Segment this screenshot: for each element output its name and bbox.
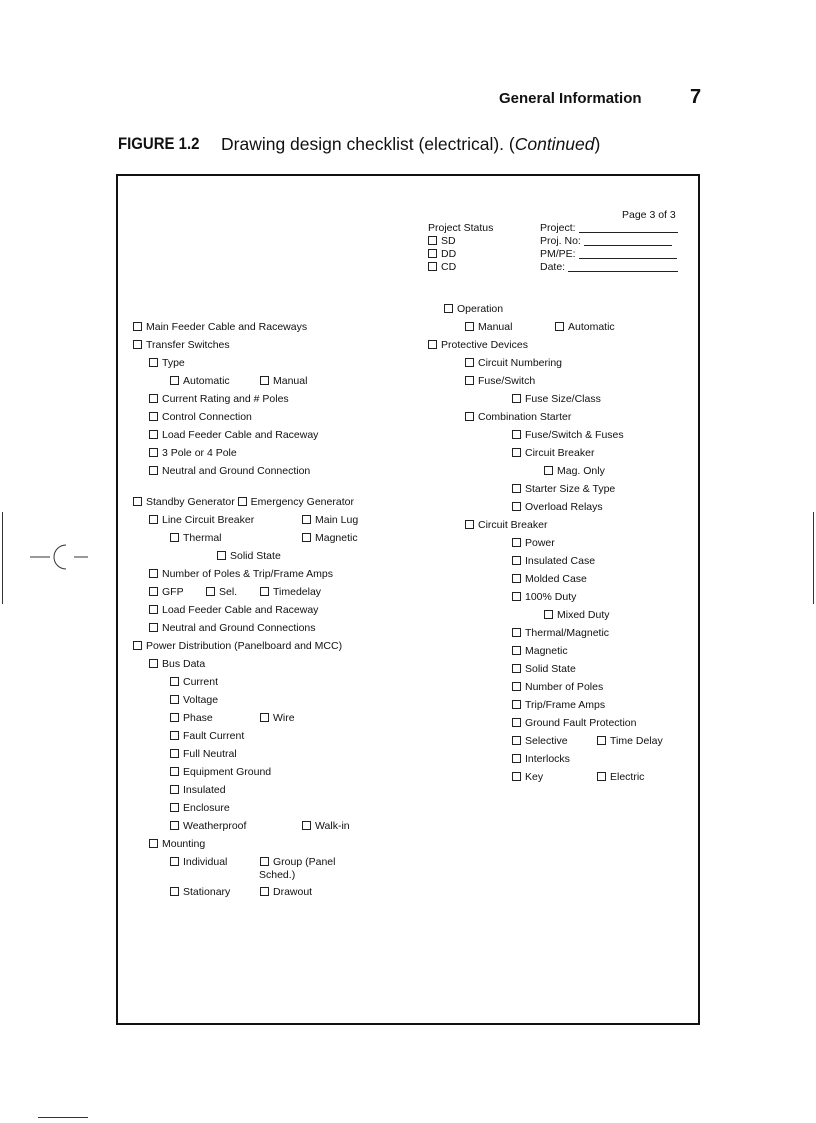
project-field-line xyxy=(579,223,678,233)
checkbox-icon xyxy=(149,839,158,848)
item-label: Fuse/Switch & Fuses xyxy=(525,429,624,441)
checkbox-icon xyxy=(260,713,269,722)
checkbox-icon xyxy=(260,857,269,866)
checkbox-icon xyxy=(512,628,521,637)
item-label: Combination Starter xyxy=(478,411,572,423)
status-sd-label: SD xyxy=(441,235,456,247)
checklist-item[interactable] xyxy=(149,658,205,671)
checkbox-icon xyxy=(170,695,179,704)
checklist-item[interactable] xyxy=(149,357,185,370)
checkbox-icon xyxy=(512,430,521,439)
date-field[interactable] xyxy=(540,261,678,274)
checkbox-icon xyxy=(149,623,158,632)
checkbox-icon xyxy=(149,430,158,439)
checklist-item[interactable] xyxy=(512,627,609,640)
item-label: Time Delay xyxy=(610,735,663,747)
checkbox-icon xyxy=(555,322,564,331)
checkbox-icon xyxy=(170,803,179,812)
checklist-item[interactable] xyxy=(512,735,568,748)
checkbox-icon xyxy=(149,394,158,403)
checkbox-icon xyxy=(465,322,474,331)
item-label: Drawout xyxy=(273,886,313,898)
item-label: Transfer Switches xyxy=(146,339,230,351)
checklist-item[interactable] xyxy=(512,573,587,586)
checklist-item[interactable] xyxy=(260,886,312,899)
checklist-item[interactable] xyxy=(465,411,571,424)
checklist-item[interactable] xyxy=(512,537,555,550)
item-label: Group (Panel xyxy=(273,856,336,868)
item-label: Automatic xyxy=(568,321,615,333)
checklist-item[interactable] xyxy=(302,820,350,833)
item-label: Starter Size & Type xyxy=(525,483,616,495)
checklist-item[interactable] xyxy=(555,321,615,334)
item-label: Mounting xyxy=(162,838,206,850)
item-label: Mag. Only xyxy=(557,465,605,477)
checkbox-icon xyxy=(512,574,521,583)
item-label: Electric xyxy=(610,771,645,783)
checkbox-icon xyxy=(170,731,179,740)
checklist-item[interactable] xyxy=(133,496,354,509)
checklist-item[interactable] xyxy=(512,753,570,766)
checkbox-icon xyxy=(597,736,606,745)
item-label: Manual xyxy=(273,375,308,387)
checkbox-icon xyxy=(512,394,521,403)
checklist-item[interactable] xyxy=(149,622,316,635)
item-label: Phase xyxy=(183,712,213,724)
checkbox-icon xyxy=(512,556,521,565)
checkbox-icon xyxy=(170,887,179,896)
checkbox-icon xyxy=(512,646,521,655)
proj-no-field-line xyxy=(584,236,672,246)
checkbox-icon xyxy=(149,605,158,614)
checklist-item[interactable] xyxy=(149,568,333,581)
checklist-item[interactable] xyxy=(133,321,307,334)
checkbox-icon xyxy=(170,785,179,794)
checkbox-icon xyxy=(444,304,453,313)
item-label: Manual xyxy=(478,321,513,333)
checkbox-icon xyxy=(465,412,474,421)
checkbox-icon xyxy=(149,515,158,524)
checkbox-icon xyxy=(597,772,606,781)
checklist-item[interactable] xyxy=(206,586,237,599)
item-label: Solid State xyxy=(525,663,576,675)
item-label: Wire xyxy=(273,712,295,724)
checklist-item[interactable] xyxy=(170,375,230,388)
checklist-item[interactable] xyxy=(512,483,615,496)
item-label: Full Neutral xyxy=(183,748,237,760)
checklist-item[interactable] xyxy=(512,663,576,676)
checkbox-icon xyxy=(544,466,553,475)
checklist-item[interactable] xyxy=(170,712,213,725)
checklist-item[interactable] xyxy=(512,645,568,658)
checkbox-icon xyxy=(260,887,269,896)
item-label: Circuit Breaker xyxy=(478,519,548,531)
date-field-label: Date: xyxy=(540,261,566,273)
checklist-item[interactable] xyxy=(170,694,218,707)
item-label: Overload Relays xyxy=(525,501,603,513)
status-dd-label: DD xyxy=(441,248,457,260)
checklist-item[interactable] xyxy=(512,771,543,784)
checkbox-icon xyxy=(260,376,269,385)
item-label: Magnetic xyxy=(525,645,568,657)
checklist-item[interactable] xyxy=(170,886,230,899)
checkbox-icon xyxy=(428,262,437,271)
checklist-item[interactable] xyxy=(512,717,636,730)
item-label-continuation: Sched.) xyxy=(259,869,296,881)
checklist-item[interactable] xyxy=(170,676,218,689)
checkbox-icon xyxy=(512,592,521,601)
item-label: Enclosure xyxy=(183,802,230,814)
project-status-label: Project Status xyxy=(428,222,494,234)
right-margin-rule xyxy=(813,512,814,604)
checkbox-icon xyxy=(149,587,158,596)
checklist-item[interactable] xyxy=(170,532,222,545)
checkbox-icon xyxy=(428,249,437,258)
pm-pe-field-label: PM/PE: xyxy=(540,248,576,260)
item-label: Main Feeder Cable and Raceways xyxy=(146,321,308,333)
checklist-item[interactable] xyxy=(170,730,244,743)
checkbox-icon xyxy=(149,659,158,668)
item-label: Trip/Frame Amps xyxy=(525,699,606,711)
checkbox-icon xyxy=(260,587,269,596)
checklist-item[interactable] xyxy=(444,303,503,316)
item-label: Individual xyxy=(183,856,228,868)
item-label: Selective xyxy=(525,735,568,747)
project-field[interactable] xyxy=(540,222,678,235)
checklist-item[interactable] xyxy=(149,604,318,617)
checkbox-icon xyxy=(170,376,179,385)
checkbox-icon xyxy=(170,857,179,866)
checkbox-icon xyxy=(170,821,179,830)
checklist-item[interactable] xyxy=(512,681,603,694)
figure-caption-main: Drawing design checklist (electrical). ( xyxy=(221,134,515,154)
item-label: Thermal xyxy=(183,532,222,544)
checkbox-icon xyxy=(465,358,474,367)
checkbox-icon xyxy=(512,484,521,493)
item-label: Fuse Size/Class xyxy=(525,393,601,405)
item-label: Solid State xyxy=(230,550,281,562)
checklist-item[interactable] xyxy=(597,771,644,784)
item-label: GFP xyxy=(162,586,184,598)
checkbox-icon xyxy=(512,664,521,673)
checkbox-icon xyxy=(512,448,521,457)
checkbox-icon xyxy=(149,569,158,578)
checkbox-icon xyxy=(133,497,142,506)
date-field-line xyxy=(568,262,678,272)
checkbox-icon xyxy=(149,412,158,421)
checklist-item[interactable] xyxy=(512,393,601,406)
checklist-item[interactable] xyxy=(465,321,512,334)
checklist-item[interactable] xyxy=(149,465,310,478)
checkbox-icon xyxy=(170,749,179,758)
checkbox-icon xyxy=(149,448,158,457)
bottom-crop-rule xyxy=(38,1117,88,1118)
checklist-item[interactable] xyxy=(428,339,528,352)
checkbox-icon xyxy=(512,736,521,745)
status-dd-checkbox[interactable] xyxy=(428,248,456,261)
item-label: Emergency Generator xyxy=(250,496,354,508)
checklist-item[interactable] xyxy=(170,856,227,869)
item-label: Fuse/Switch xyxy=(478,375,536,387)
checklist-item[interactable] xyxy=(512,429,624,442)
page-number: 7 xyxy=(690,86,702,108)
checklist-item[interactable] xyxy=(149,393,289,406)
item-label: 3 Pole or 4 Pole xyxy=(162,447,237,459)
checklist-item[interactable] xyxy=(260,712,295,725)
pm-pe-field[interactable] xyxy=(540,248,677,261)
checkbox-icon xyxy=(217,551,226,560)
checkbox-icon xyxy=(170,533,179,542)
figure-caption-italic: Continued xyxy=(514,134,595,154)
item-label: Interlocks xyxy=(525,753,570,765)
checklist-item[interactable] xyxy=(133,640,342,653)
item-label: Timedelay xyxy=(273,586,322,598)
item-label: Automatic xyxy=(183,375,230,387)
item-label: Fault Current xyxy=(183,730,245,742)
item-label: Molded Case xyxy=(525,573,587,585)
item-label: Load Feeder Cable and Raceway xyxy=(162,604,319,616)
checklist-item[interactable] xyxy=(170,766,271,779)
checklist-item[interactable] xyxy=(512,447,594,460)
item-label: Voltage xyxy=(183,694,219,706)
checklist-item[interactable] xyxy=(149,447,237,460)
checklist-item[interactable] xyxy=(260,856,335,869)
figure-label: FIGURE 1.2 xyxy=(118,134,200,153)
checklist-item[interactable] xyxy=(512,591,576,604)
item-label: Main Lug xyxy=(315,514,359,526)
checkbox-icon xyxy=(133,641,142,650)
item-label: Current Rating and # Poles xyxy=(162,393,289,405)
checkbox-icon xyxy=(302,533,311,542)
checkbox-icon xyxy=(149,358,158,367)
checklist-item[interactable] xyxy=(170,820,246,833)
checklist-item[interactable] xyxy=(465,375,535,388)
checkbox-icon xyxy=(170,677,179,686)
item-label: Load Feeder Cable and Raceway xyxy=(162,429,319,441)
item-label: 100% Duty xyxy=(525,591,577,603)
checklist-item[interactable] xyxy=(512,699,605,712)
proj-no-field[interactable] xyxy=(540,235,672,248)
checklist-item[interactable] xyxy=(260,375,307,388)
checklist-item[interactable] xyxy=(149,411,252,424)
project-field-label: Project: xyxy=(540,222,576,234)
checklist-item[interactable] xyxy=(302,532,358,545)
item-label: Circuit Numbering xyxy=(478,357,563,369)
checkbox-icon xyxy=(512,682,521,691)
checklist-item[interactable] xyxy=(544,609,610,622)
item-label: Mixed Duty xyxy=(557,609,610,621)
checklist-item[interactable] xyxy=(465,519,547,532)
figure-caption-end: ) xyxy=(594,134,601,154)
running-header-title: General Information xyxy=(499,90,642,107)
figure-caption xyxy=(221,134,600,155)
checklist-item[interactable] xyxy=(149,838,205,851)
item-label: Equipment Ground xyxy=(183,766,272,778)
checkbox-icon xyxy=(133,340,142,349)
checklist-item[interactable] xyxy=(260,586,321,599)
status-cd-label: CD xyxy=(441,261,457,273)
item-label: Key xyxy=(525,771,544,783)
pm-pe-field-line xyxy=(579,249,677,259)
checklist-item[interactable] xyxy=(133,339,230,352)
item-label: Protective Devices xyxy=(441,339,528,351)
item-label: Type xyxy=(162,357,185,369)
checklist-item[interactable] xyxy=(302,514,358,527)
page-indicator: Page 3 of 3 xyxy=(622,209,676,221)
checklist-item[interactable] xyxy=(149,429,318,442)
checkbox-icon xyxy=(206,587,215,596)
item-label: Stationary xyxy=(183,886,231,898)
checklist-item[interactable] xyxy=(149,514,254,527)
checkbox-icon xyxy=(465,376,474,385)
item-label: Power Distribution (Panelboard and MCC) xyxy=(146,640,343,652)
item-label: Bus Data xyxy=(162,658,206,670)
checkbox-icon xyxy=(512,502,521,511)
item-label: Walk-in xyxy=(315,820,350,832)
item-label: Ground Fault Protection xyxy=(525,717,637,729)
checkbox-icon xyxy=(512,718,521,727)
item-label: Number of Poles & Trip/Frame Amps xyxy=(162,568,333,580)
item-label: Operation xyxy=(457,303,504,315)
checkbox-icon xyxy=(428,340,437,349)
item-label: Standby Generator xyxy=(146,496,235,508)
status-sd-checkbox[interactable] xyxy=(428,235,456,248)
item-label: Circuit Breaker xyxy=(525,447,595,459)
item-label: Power xyxy=(525,537,555,549)
item-label: Sel. xyxy=(219,586,238,598)
status-cd-checkbox[interactable] xyxy=(428,261,456,274)
item-label: Number of Poles xyxy=(525,681,604,693)
item-label: Line Circuit Breaker xyxy=(162,514,255,526)
checklist-item[interactable] xyxy=(170,748,237,761)
checkbox-icon xyxy=(512,538,521,547)
checkbox-icon xyxy=(512,772,521,781)
checklist-item[interactable] xyxy=(544,465,605,478)
item-label: Weatherproof xyxy=(183,820,247,832)
checkbox-icon xyxy=(170,713,179,722)
checklist-item[interactable] xyxy=(597,735,663,748)
item-label: Insulated Case xyxy=(525,555,596,567)
checkbox-icon xyxy=(544,610,553,619)
checklist-item[interactable] xyxy=(512,501,603,514)
checkbox-icon xyxy=(465,520,474,529)
checkbox-icon xyxy=(149,466,158,475)
item-label: Insulated xyxy=(183,784,226,796)
checklist-item[interactable] xyxy=(465,357,562,370)
checkbox-icon xyxy=(428,236,437,245)
checklist-item[interactable] xyxy=(170,802,230,815)
checkbox-icon xyxy=(302,515,311,524)
item-label: Neutral and Ground Connection xyxy=(162,465,311,477)
item-label: Current xyxy=(183,676,219,688)
left-margin-rule xyxy=(2,512,3,604)
item-label: Control Connection xyxy=(162,411,252,423)
item-label: Thermal/Magnetic xyxy=(525,627,610,639)
item-label: Magnetic xyxy=(315,532,358,544)
registration-mark-icon xyxy=(30,540,92,574)
checkbox-icon[interactable] xyxy=(238,497,247,506)
proj-no-field-label: Proj. No: xyxy=(540,235,581,247)
checklist-item[interactable] xyxy=(149,586,184,599)
checklist-item[interactable] xyxy=(170,784,226,797)
checkbox-icon xyxy=(170,767,179,776)
checkbox-icon xyxy=(302,821,311,830)
checklist-item[interactable] xyxy=(217,550,281,563)
checkbox-icon xyxy=(512,754,521,763)
item-label: Neutral and Ground Connections xyxy=(162,622,316,634)
checklist-item[interactable] xyxy=(512,555,595,568)
checkbox-icon xyxy=(512,700,521,709)
checkbox-icon xyxy=(133,322,142,331)
